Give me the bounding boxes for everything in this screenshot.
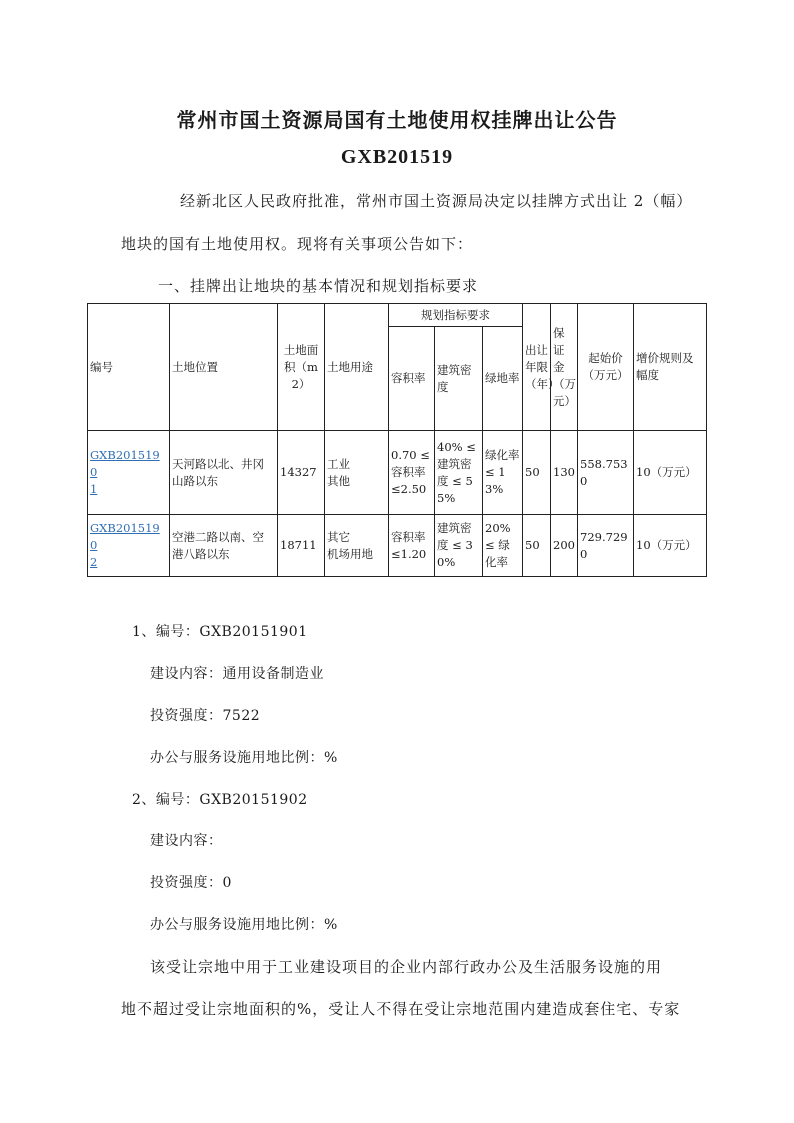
closing-line-1: 该受让宗地中用于工业建设项目的企业内部行政办公及生活服务设施的用 [150,958,663,976]
parcel-deposit: 130 [551,431,578,515]
parcel-far: 0.70 ≤ 容积率 ≤2.50 [389,431,435,515]
header-term: 出让年限（年） [523,304,551,431]
item-2-investment: 投资强度：0 [150,875,232,891]
parcel-id-link-text-b[interactable]: 2 [90,555,98,569]
parcel-start-price: 558.7530 [578,431,634,515]
section-heading-1: 一、挂牌出让地块的基本情况和规划指标要求 [158,277,479,295]
notice-title: 常州市国土资源局国有土地使用权挂牌出让公告 [176,108,618,132]
parcel-deposit: 200 [551,515,578,577]
parcel-use [325,515,389,577]
item-2-content: 建设内容： [150,833,223,849]
item-1-office-ratio: 办公与服务设施用地比例：% [150,750,338,766]
parcel-green: 20%≤ 绿化率 [483,515,523,577]
parcel-density: 建筑密度 ≤ 30% [435,515,483,577]
header-id: 编号 [88,304,170,431]
header-location: 土地位置 [170,304,278,431]
parcel-far: 容积率 ≤1.20 [389,515,435,577]
parcel-start-price: 729.7290 [578,515,634,577]
table-row [88,515,707,577]
item-2-number: 2、编号：GXB20151902 [132,792,308,808]
item-1-content: 建设内容：通用设备制造业 [150,666,324,682]
parcel-increment: 10（万元） [634,515,707,577]
header-far: 容积率 [389,327,435,431]
parcel-use [325,431,389,515]
parcel-location: 天河路以北、井冈山路以东 [170,431,278,515]
table-row [88,431,707,515]
parcel-density: 40% ≤ 建筑密度 ≤ 55% [435,431,483,515]
item-1-number: 1、编号：GXB20151901 [132,624,308,640]
parcel-use-a: 工业 [327,456,350,471]
parcel-term: 50 [523,515,551,577]
header-area: 土地面积（m2） [278,304,325,431]
parcel-green: 绿化率 ≤ 13% [483,431,523,515]
parcel-use-a: 其它 [327,529,350,544]
parcel-id-link[interactable] [88,515,170,577]
parcel-increment: 10（万元） [634,431,707,515]
item-1-investment: 投资强度：7522 [150,708,261,724]
parcel-use-b: 其他 [327,473,350,488]
land-info-table [87,303,707,577]
table-header-row [88,304,707,327]
parcel-id-link-text-a[interactable]: GXB2015190 [90,521,160,552]
header-start-price: 起始价（万元） [578,304,634,431]
parcel-term: 50 [523,431,551,515]
header-use: 土地用途 [325,304,389,431]
parcel-area: 18711 [278,515,325,577]
parcel-id-link-text-b[interactable]: 1 [90,482,98,496]
item-2-office-ratio: 办公与服务设施用地比例：% [150,917,338,933]
header-increment: 增价规则及幅度 [634,304,707,431]
header-planning: 规划指标要求 [389,304,523,327]
header-density: 建筑密度 [435,327,483,431]
parcel-use-b: 机场用地 [327,546,373,561]
parcel-area: 14327 [278,431,325,515]
parcel-id-link-text-a[interactable]: GXB2015190 [90,448,160,479]
notice-code: GXB201519 [340,146,454,168]
intro-line-1: 经新北区人民政府批准，常州市国土资源局决定以挂牌方式出让 2（幅） [180,192,693,210]
intro-line-2: 地块的国有土地使用权。现将有关事项公告如下： [121,235,474,253]
parcel-location: 空港二路以南、空港八路以东 [170,515,278,577]
header-deposit: 保证金（万元） [551,304,578,431]
parcel-id-link[interactable] [88,431,170,515]
closing-line-2: 地不超过受让宗地面积的%，受让人不得在受让宗地范围内建造成套住宅、专家 [121,1000,681,1018]
header-green: 绿地率 [483,327,523,431]
